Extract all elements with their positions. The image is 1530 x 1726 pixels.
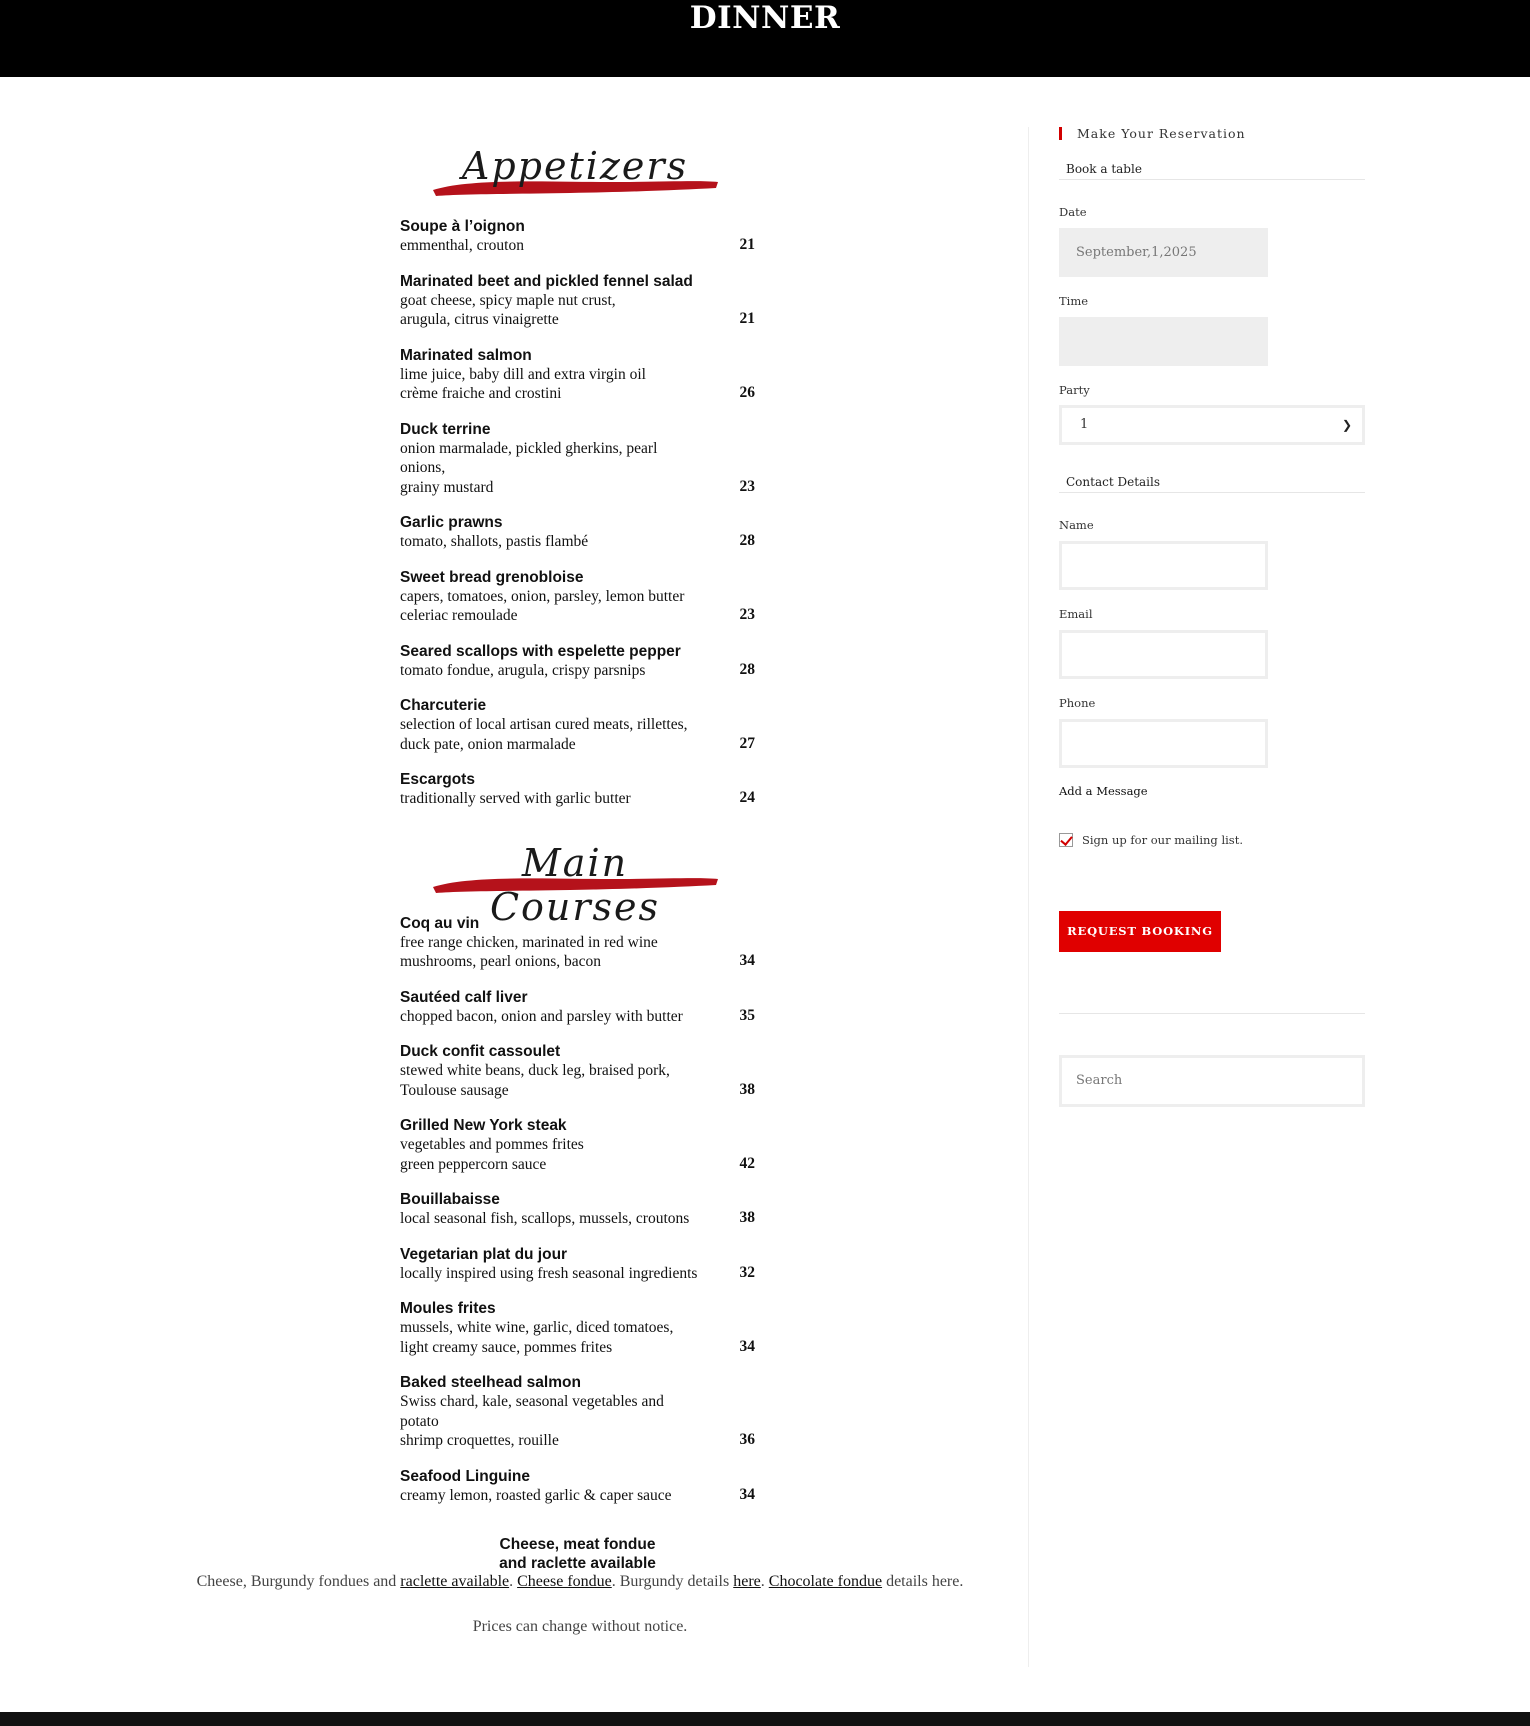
time-input[interactable] [1059, 317, 1268, 366]
fondue-note-line: Cheese, meat fondue [499, 1536, 656, 1553]
menu-item-name: Marinated salmon [400, 346, 532, 364]
menu-item-price: 23 [739, 477, 755, 495]
menu-item-price: 24 [739, 789, 755, 806]
menu-item-name: Escargots [400, 771, 475, 788]
email-label: Email [1059, 607, 1093, 621]
menu-item-price: 38 [739, 1209, 755, 1226]
menu-item-description: free range chicken, marinated in red wine [400, 933, 658, 951]
dinner-menu [400, 130, 755, 1573]
menu-item [400, 1374, 755, 1451]
reservation-title: Make Your Reservation [1059, 125, 1365, 143]
menu-item-price: 27 [739, 734, 755, 752]
menu-item [400, 1043, 755, 1100]
menu-item-price: 21 [739, 310, 755, 327]
contact-details-legend: Contact Details [1059, 473, 1365, 493]
menu-item [400, 1246, 755, 1284]
menu-item-price: 28 [739, 532, 755, 549]
mailing-list-row[interactable] [1059, 833, 1365, 847]
menu-item-name: Soupe à l’oignon [400, 218, 525, 235]
party-value: 1 [1080, 417, 1089, 432]
menu-item [400, 697, 755, 754]
menu-item [400, 347, 755, 404]
menu-item-description: creamy lemon, roasted garlic & caper sauce [400, 1486, 672, 1504]
date-input[interactable]: September,1,2025 [1059, 228, 1268, 277]
menu-item-description: tomato, shallots, pastis flambé [400, 533, 589, 550]
fondue-links-line [0, 1573, 1160, 1591]
menu-item [400, 1117, 755, 1174]
chevron-down-icon: ❯ [1341, 418, 1352, 432]
menu-item [400, 1191, 755, 1229]
section-heading-text: Appetizers [461, 144, 689, 188]
party-select[interactable] [1059, 405, 1365, 445]
menu-item-name: Sweet bread grenobloise [400, 568, 584, 586]
phone-label: Phone [1059, 696, 1096, 710]
name-input[interactable] [1059, 541, 1268, 590]
menu-item-description: tomato fondue, arugula, crispy parsnips [400, 661, 646, 679]
menu-item-description: green peppercorn sauce [400, 1155, 547, 1173]
name-label: Name [1059, 518, 1094, 532]
chocolate-fondue-link[interactable]: Chocolate fondue [768, 1573, 883, 1590]
menu-item-price: 21 [739, 236, 755, 253]
menu-item [400, 421, 755, 498]
menu-item-description: mussels, white wine, garlic, diced tomatoes, [400, 1319, 674, 1336]
menu-item-description: capers, tomatoes, onion, parsley, lemon butter [400, 587, 685, 605]
menu-item-description: stewed white beans, duck leg, braised pork, [400, 1062, 670, 1079]
column-divider [1028, 127, 1029, 1667]
menu-item-description: emmenthal, crouton [400, 237, 524, 254]
menu-item-price: 34 [739, 1485, 755, 1503]
menu-item-description: chopped bacon, onion and parsley with butter [400, 1007, 683, 1025]
reservation-sidebar [1059, 125, 1365, 1107]
menu-item-name: Vegetarian plat du jour [400, 1245, 568, 1263]
menu-item-name: Bouillabaisse [400, 1191, 500, 1208]
menu-item-description: duck pate, onion marmalade [400, 735, 576, 753]
menu-item-price: 36 [739, 1431, 755, 1448]
fondue-note [400, 1535, 755, 1573]
menu-item-description: light creamy sauce, pommes frites [400, 1338, 613, 1356]
burgundy-here-link[interactable]: here [733, 1573, 761, 1590]
request-booking-button[interactable]: REQUEST BOOKING [1059, 911, 1221, 952]
menu-item-description: grainy mustard [400, 478, 494, 496]
menu-item-price: 42 [739, 1154, 755, 1172]
menu-item-description: Swiss chard, kale, seasonal vegetables and potato [400, 1393, 664, 1430]
menu-item-description: vegetables and pommes frites [400, 1136, 584, 1153]
menu-item-description: mushrooms, pearl onions, bacon [400, 953, 602, 970]
menu-item [400, 643, 755, 681]
mailing-list-label: Sign up for our mailing list. [1082, 833, 1243, 847]
menu-item-name: Baked steelhead salmon [400, 1374, 581, 1391]
menu-item [400, 1468, 755, 1506]
menu-item-name: Seafood Linguine [400, 1467, 531, 1485]
menu-item [400, 218, 755, 256]
menu-item-description: local seasonal fish, scallops, mussels, croutons [400, 1210, 690, 1227]
time-label: Time [1059, 294, 1089, 308]
book-table-legend: Book a table [1059, 160, 1365, 180]
footer-text: Cheese, Burgundy fondues and [196, 1573, 401, 1590]
date-label: Date [1059, 205, 1087, 219]
page-title: DINNER [689, 0, 841, 36]
menu-item [400, 514, 755, 552]
appetizers-heading [430, 130, 720, 210]
menu-item-name: Charcuterie [400, 697, 487, 714]
footer-text: details here. [882, 1573, 964, 1590]
price-notice: Prices can change without notice. [472, 1618, 688, 1635]
menu-item-description: locally inspired using fresh seasonal ingredients [400, 1264, 698, 1282]
section-heading-text: Main Courses [489, 840, 661, 929]
raclette-link[interactable]: raclette available [400, 1573, 510, 1590]
menu-item-description: goat cheese, spicy maple nut crust, [400, 291, 616, 309]
menu-item [400, 771, 755, 809]
menu-item-name: Marinated beet and pickled fennel salad [400, 272, 693, 290]
menu-item-description: selection of local artisan cured meats, rillettes, [400, 716, 688, 733]
email-input[interactable] [1059, 630, 1268, 679]
menu-item-name: Duck terrine [400, 420, 491, 438]
menu-item-name: Grilled New York steak [400, 1117, 567, 1134]
menu-item-name: Coq au vin [400, 914, 480, 932]
menu-item-price: 38 [739, 1080, 755, 1098]
menu-item-price: 34 [739, 952, 755, 969]
menu-item-price: 35 [739, 1006, 755, 1024]
phone-input[interactable] [1059, 719, 1268, 768]
footer-text: . Burgundy details [611, 1573, 734, 1590]
menu-item-name: Moules frites [400, 1300, 496, 1317]
message-link[interactable]: Add a Message [1059, 784, 1148, 798]
menu-item [400, 989, 755, 1027]
menu-item-name: Duck confit cassoulet [400, 1043, 561, 1060]
party-label: Party [1059, 383, 1090, 397]
menu-item [400, 569, 755, 626]
menu-item-description: celeriac remoulade [400, 607, 518, 624]
menu-item-price: 34 [739, 1337, 755, 1355]
menu-item-description: Toulouse sausage [400, 1081, 509, 1099]
menu-item [400, 273, 755, 330]
menu-item-name: Sautéed calf liver [400, 988, 528, 1006]
page-footer-bar [0, 1712, 1530, 1726]
menu-item-price: 23 [739, 606, 755, 623]
menu-item-description: crème fraiche and crostini [400, 385, 562, 402]
mailing-list-checkbox[interactable] [1059, 833, 1073, 847]
menu-item-price: 28 [739, 660, 755, 678]
menu-item-name: Seared scallops with espelette pepper [400, 642, 681, 660]
menu-item-description: shrimp croquettes, rouille [400, 1432, 559, 1449]
menu-item-description: onion marmalade, pickled gherkins, pearl onions, [400, 439, 658, 476]
menu-item-name: Garlic prawns [400, 514, 503, 531]
menu-item-description: arugula, citrus vinaigrette [400, 311, 559, 328]
fondue-note-line: and raclette available [499, 1555, 656, 1572]
footer-text: . [760, 1573, 769, 1590]
menu-item [400, 1300, 755, 1357]
search-input[interactable]: Search [1059, 1055, 1365, 1107]
menu-item-price: 32 [739, 1263, 755, 1281]
menu-item-description: lime juice, baby dill and extra virgin oil [400, 365, 646, 383]
page-header [0, 0, 1530, 77]
menu-item-price: 26 [739, 384, 755, 401]
menu-item [400, 915, 755, 972]
footer-text: . [509, 1573, 518, 1590]
cheese-fondue-link[interactable]: Cheese fondue [517, 1573, 612, 1590]
menu-item-description: traditionally served with garlic butter [400, 790, 631, 807]
